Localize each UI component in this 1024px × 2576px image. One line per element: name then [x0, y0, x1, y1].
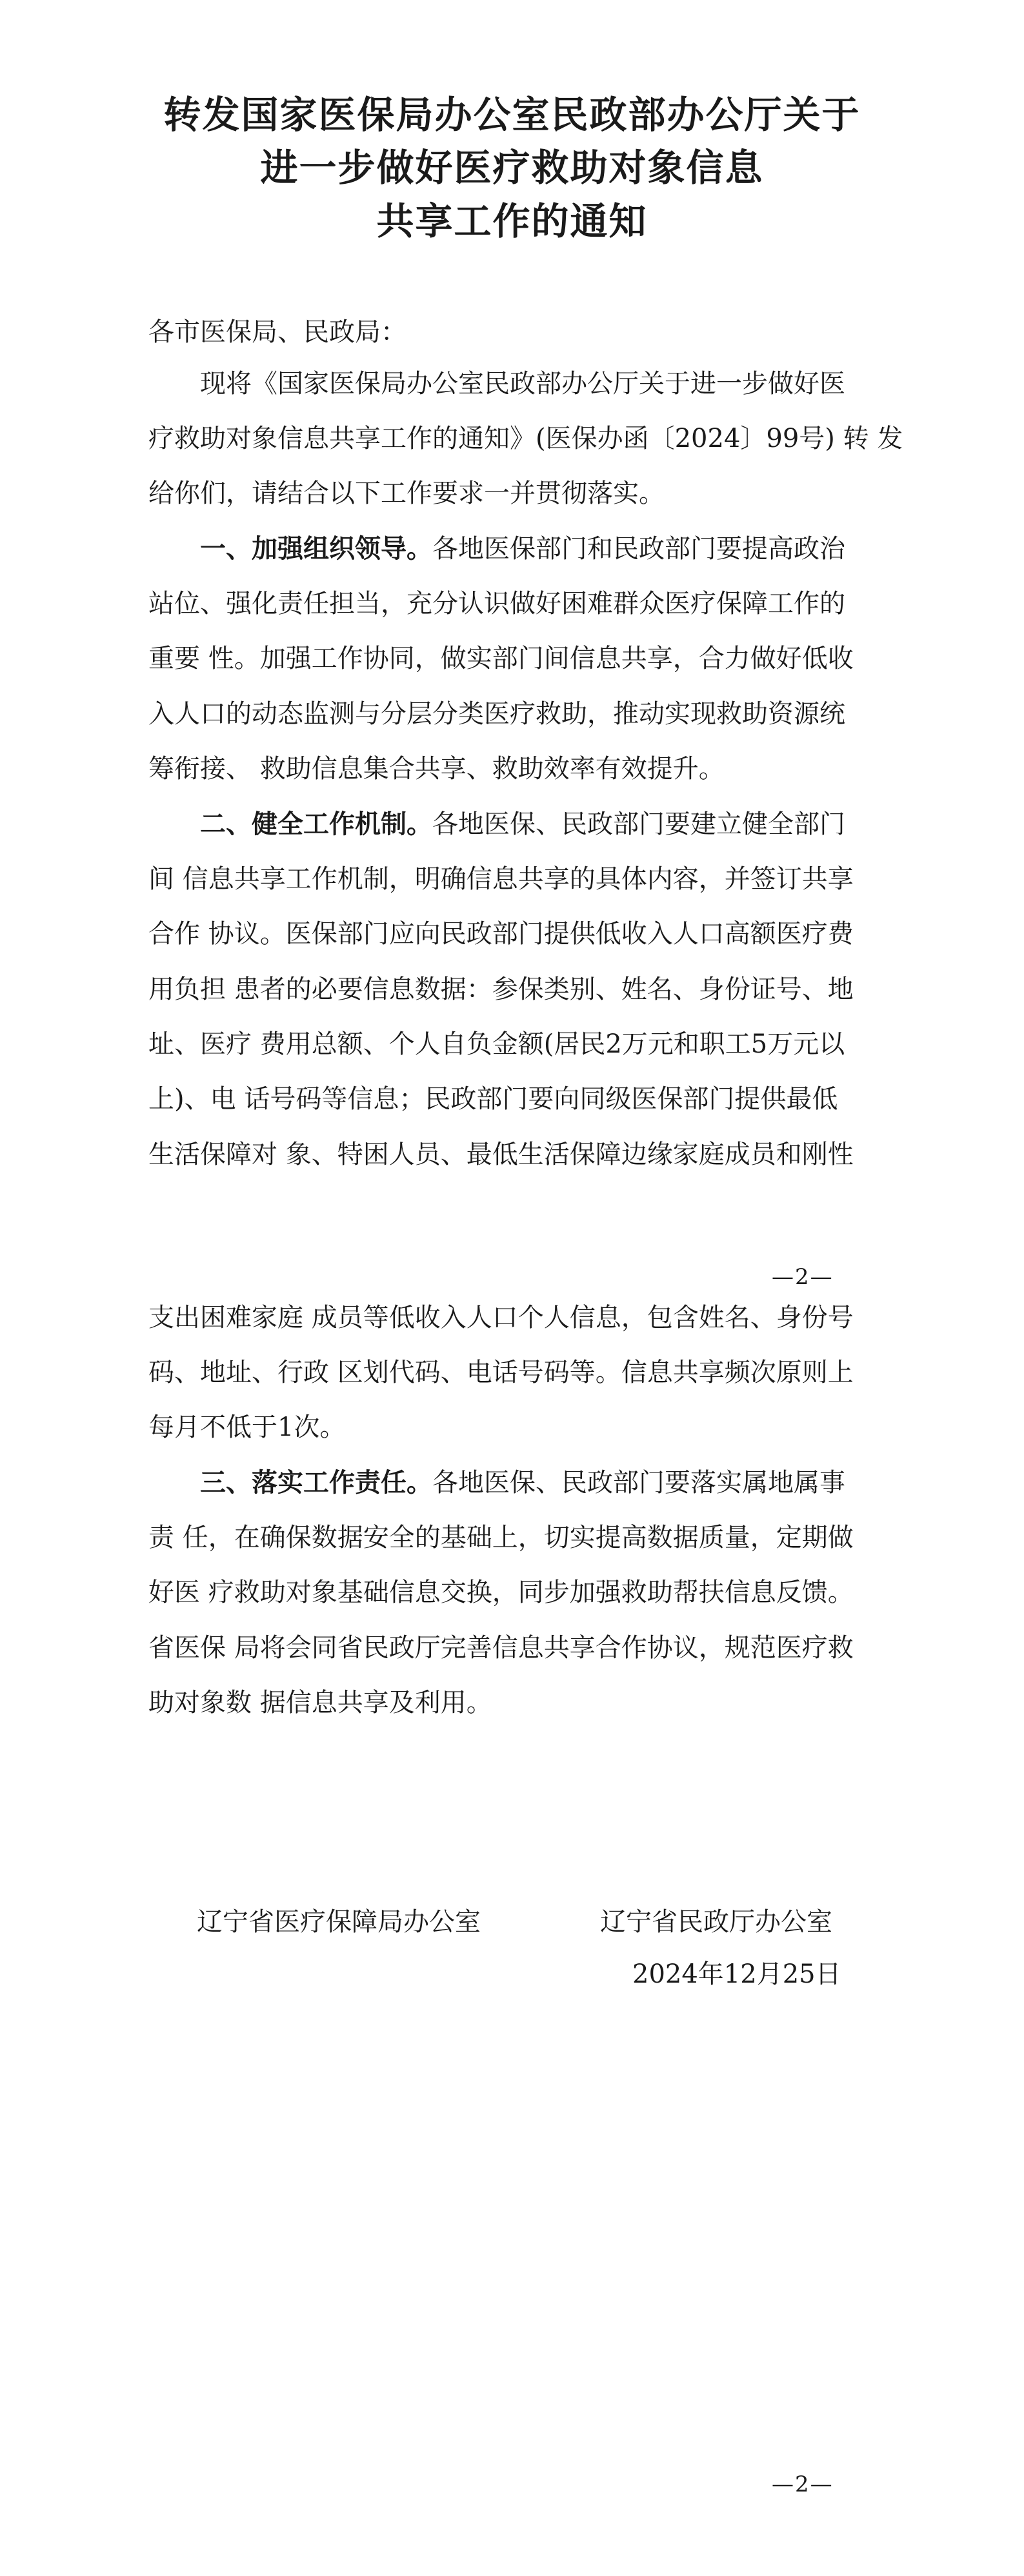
- continuation-line-3: 每月不低于1次。: [148, 1412, 346, 1442]
- section-3-line-2: 责 任，在确保数据安全的基础上，切实提高数据质量，定期做: [148, 1523, 854, 1552]
- document-title-line-2: 进一步做好医疗救助对象信息: [260, 146, 764, 190]
- section-2-line-3: 合作 协议。医保部门应向民政部门提供低收入人口高额医疗费: [148, 919, 854, 949]
- section-2-line-2: 间 信息共享工作机制，明确信息共享的具体内容，并签订共享: [148, 864, 854, 894]
- section-2-line-7: 生活保障对 象、特困人员、最低生活保障边缘家庭成员和刚性: [148, 1140, 854, 1169]
- section-1-heading: 一、加强组织领导。: [200, 534, 432, 564]
- intro-line-1: 现将《国家医保局办公室民政部办公厅关于进一步做好医: [200, 369, 845, 399]
- section-1-line-2: 站位、强化责任担当，充分认识做好困难群众医疗保障工作的: [148, 589, 845, 619]
- section-2-line-6: 上)、电 话号码等信息；民政部门要向同级医保部门提供最低: [148, 1084, 838, 1114]
- section-3-line-5: 助对象数 据信息共享及利用。: [148, 1688, 492, 1718]
- continuation-line-1: 支出困难家庭 成员等低收入人口个人信息，包含姓名、身份号: [148, 1303, 854, 1333]
- intro-line-2: 疗救助对象信息共享工作的通知》(医保办函〔2024〕99号) 转 发: [148, 424, 903, 453]
- page-number: —2—: [772, 1264, 834, 1290]
- section-2-text: 各地医保、民政部门要建立健全部门: [432, 809, 845, 839]
- section-3-first-line: [200, 1467, 845, 1499]
- section-1-line-5: 筹衔接、 救助信息集合共享、救助效率有效提升。: [148, 754, 725, 784]
- section-1-line-4: 入人口的动态监测与分层分类医疗救助，推动实现救助资源统: [148, 699, 845, 729]
- page-number-footer: —2—: [772, 2472, 834, 2497]
- section-2-line-5: 址、医疗 费用总额、个人自负金额(居民2万元和职工5万元以: [148, 1029, 845, 1059]
- section-3-line-3: 好医 疗救助对象基础信息交换，同步加强救助帮扶信息反馈。: [148, 1578, 854, 1607]
- section-2-heading: 二、健全工作机制。: [200, 809, 432, 839]
- document-title-line-1: 转发国家医保局办公室民政部办公厅关于: [163, 93, 861, 137]
- signature-date: 2024年12月25日: [632, 1959, 841, 1989]
- section-3-text: 各地医保、民政部门要落实属地属事: [432, 1468, 845, 1498]
- signature-org-civil-affairs: 辽宁省民政厅办公室: [600, 1907, 832, 1937]
- intro-line-3: 给你们，请结合以下工作要求一并贯彻落实。: [148, 479, 665, 508]
- document-title-line-3: 共享工作的通知: [376, 199, 648, 243]
- signature-org-healthcare: 辽宁省医疗保障局办公室: [197, 1907, 481, 1937]
- continuation-line-2: 码、地址、行政 区划代码、电话号码等。信息共享频次原则上: [148, 1358, 854, 1387]
- section-1-line-3: 重要 性。加强工作协同，做实部门间信息共享，合力做好低收: [148, 644, 854, 673]
- section-1-text: 各地医保部门和民政部门要提高政治: [432, 534, 845, 564]
- section-1-first-line: [200, 533, 845, 565]
- section-3-line-4: 省医保 局将会同省民政厅完善信息共享合作协议，规范医疗救: [148, 1633, 854, 1663]
- section-3-heading: 三、落实工作责任。: [200, 1468, 432, 1498]
- section-2-line-4: 用负担 患者的必要信息数据：参保类别、姓名、身份证号、地: [148, 975, 854, 1004]
- section-2-first-line: [200, 808, 845, 840]
- salutation: 各市医保局、民政局：: [148, 317, 407, 347]
